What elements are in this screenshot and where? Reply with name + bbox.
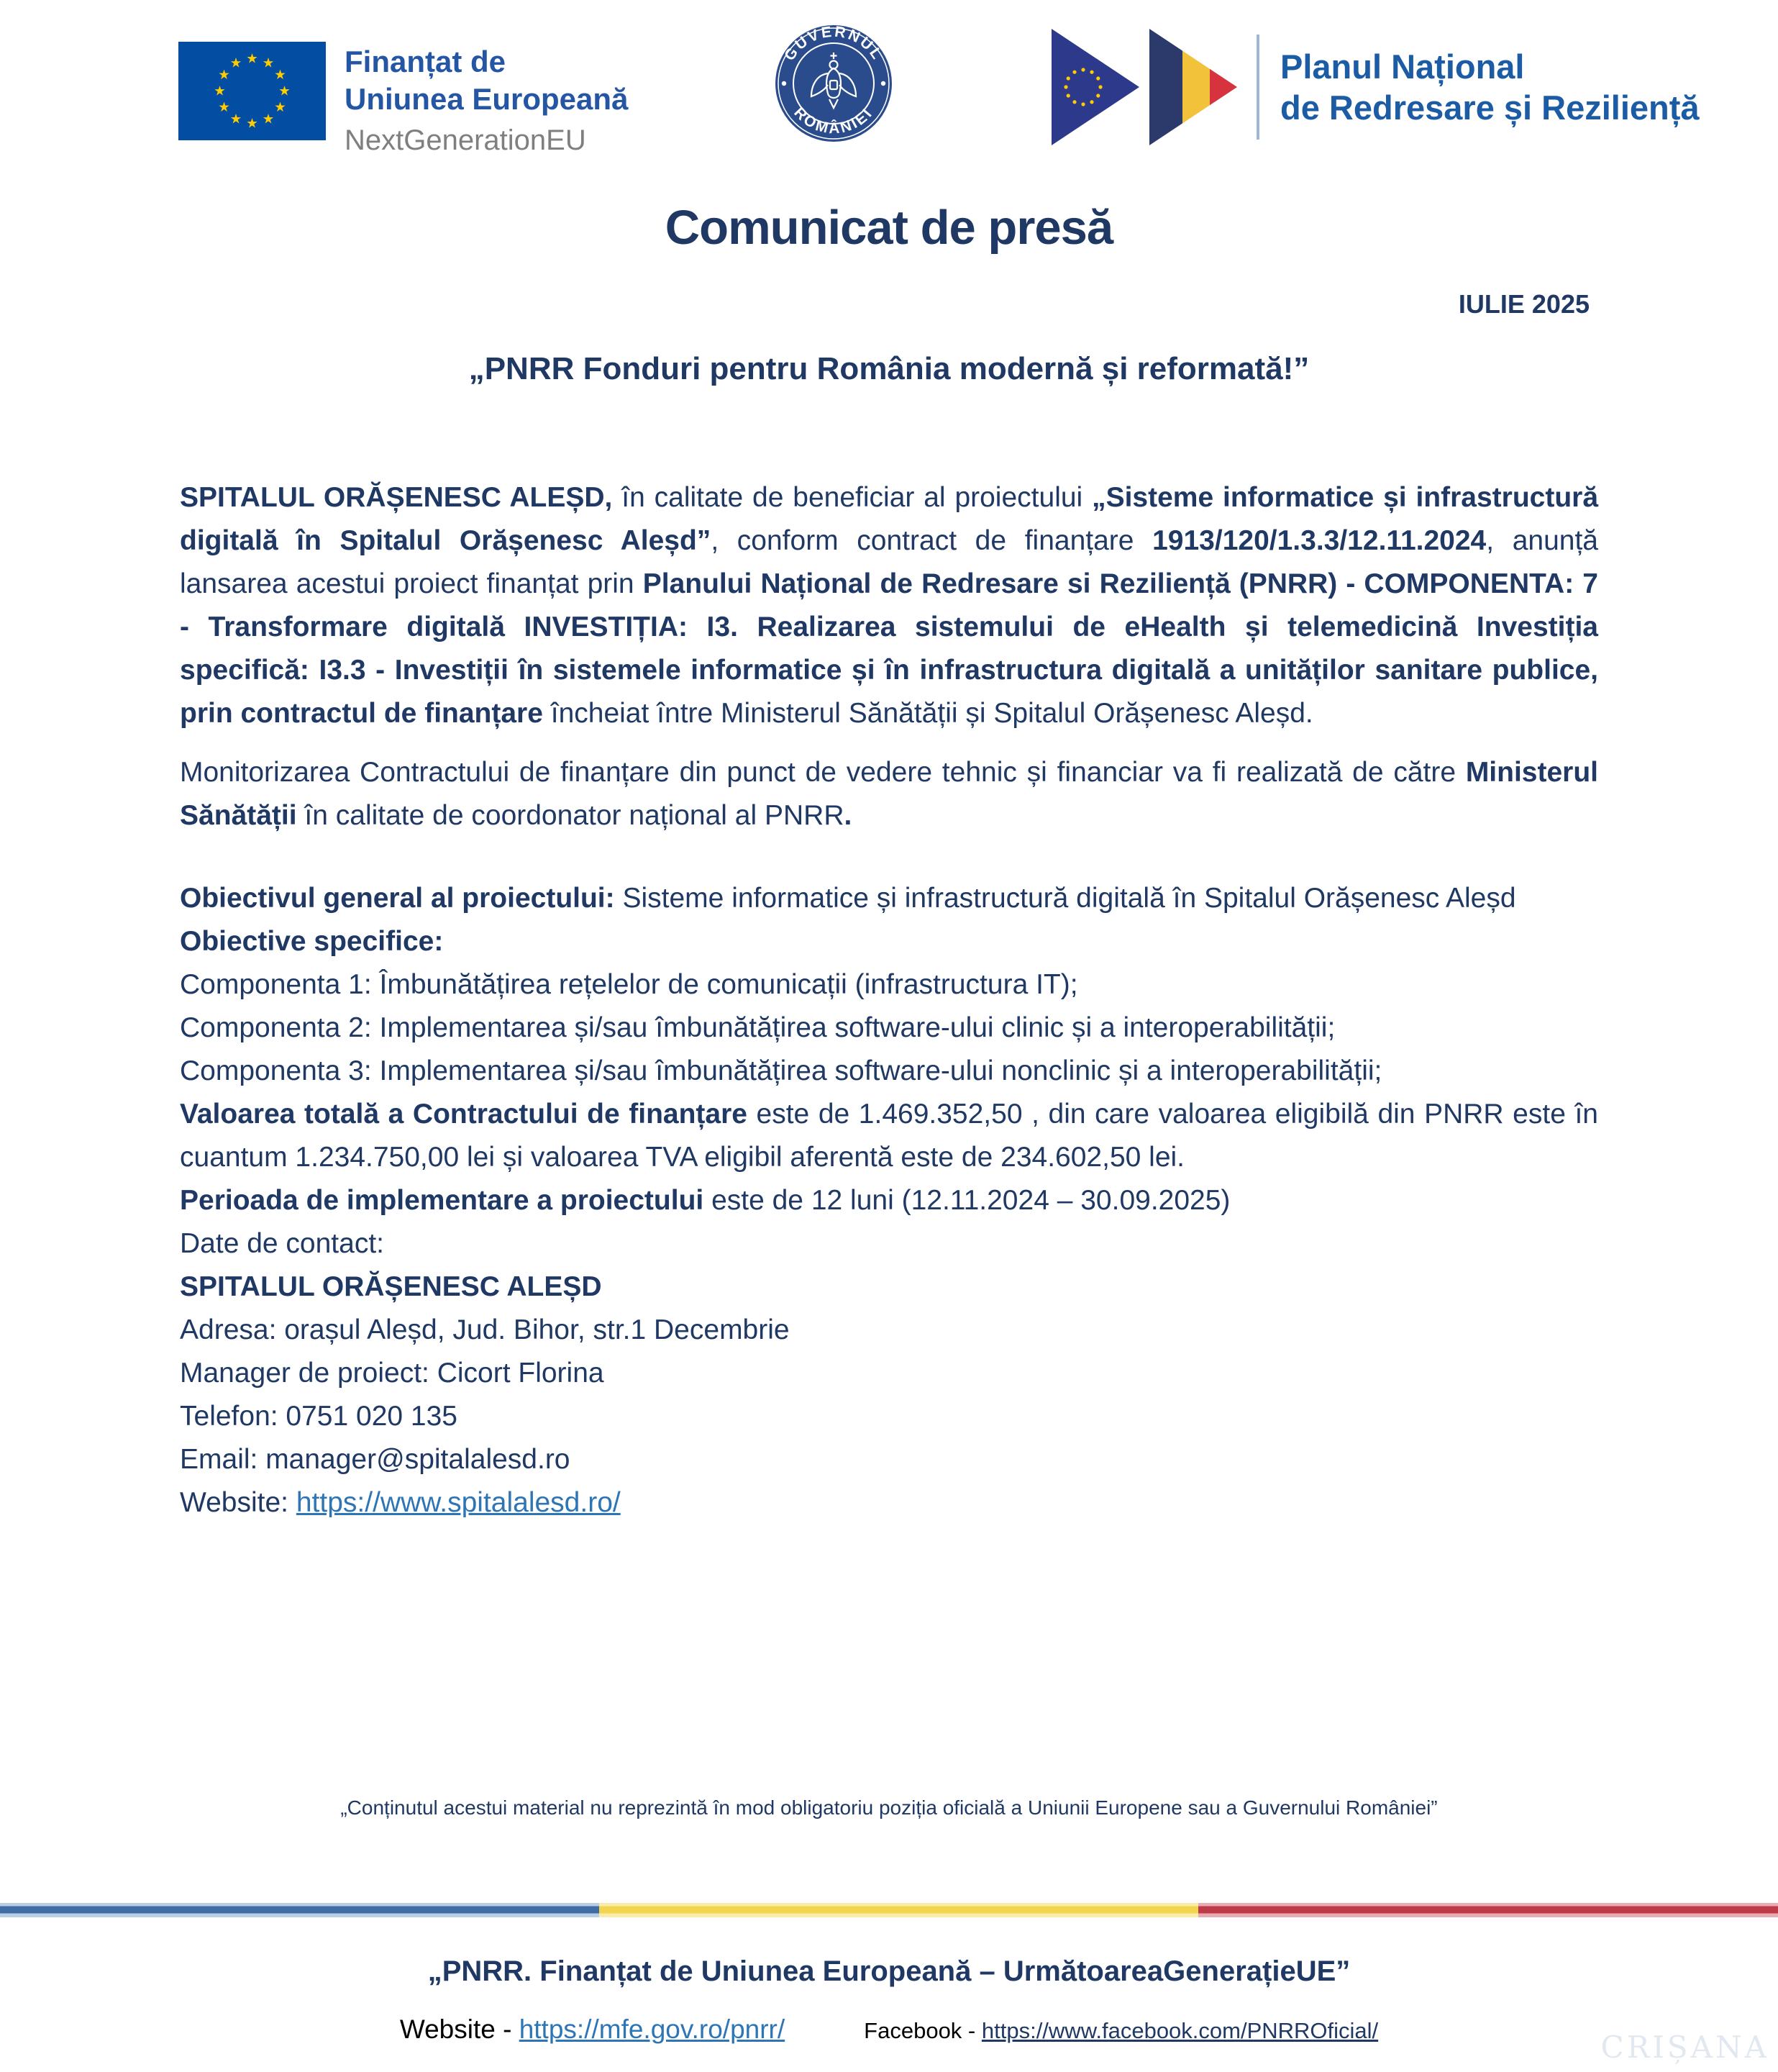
paragraph [180, 1481, 1598, 1525]
crisana-watermark: CRIȘANA [1600, 2030, 1769, 2065]
text-segment: Perioada de implementare a proiectului [180, 1185, 704, 1216]
website-group [400, 2014, 785, 2045]
text-segment: Email: manager@spitalalesd.ro [180, 1444, 570, 1475]
date-label: IULIE 2025 [1458, 289, 1590, 319]
pnrr-logo-icon [1052, 29, 1267, 145]
text-segment: Obiectivul general al proiectului: [180, 883, 615, 914]
pnrr-star-dot [1090, 71, 1093, 74]
text-segment: Adresa: orașul Aleșd, Jud. Bihor, str.1 Decembrie [180, 1314, 790, 1345]
paragraph [180, 1395, 1598, 1438]
paragraph [180, 1093, 1598, 1179]
text-segment: Valoarea totală a Contractului de finanțare [180, 1099, 747, 1130]
text-segment: SPITALUL ORĂȘENESC ALEȘD [180, 1271, 602, 1302]
paragraph [180, 1352, 1598, 1395]
paragraph [180, 1179, 1598, 1222]
pnrr-logo-line2: de Redresare și Reziliență [1280, 88, 1700, 127]
mfe-website-link[interactable]: https://mfe.gov.ro/pnrr/ [519, 2014, 785, 2044]
pnrr-star-dot [1096, 94, 1100, 97]
paragraph [180, 476, 1598, 735]
website-link[interactable]: https://www.spitalalesd.ro/ [296, 1487, 621, 1518]
text-segment: Website: [180, 1487, 296, 1518]
text-segment: 1913/120/1.3.3/12.11.2024 [1152, 525, 1487, 556]
paragraph [180, 920, 1598, 963]
text-segment: . [844, 800, 852, 831]
nextgeneration-eu-label: NextGenerationEU [345, 124, 586, 156]
pnrr-star-dot [1067, 76, 1070, 80]
pnrr-star-dot [1081, 68, 1085, 71]
body-paragraphs [180, 476, 1598, 1525]
paragraph [180, 1222, 1598, 1266]
page-title: Comunicat de presă [665, 201, 1113, 255]
text-segment: Obiective specifice: [180, 926, 444, 957]
facebook-link[interactable]: https://www.facebook.com/PNRROficial/ [981, 2018, 1379, 2043]
pnrr-star-dot [1096, 76, 1100, 80]
paragraph [180, 1050, 1598, 1093]
text-segment: Componenta 2: Implementarea și/sau îmbunătățirea software-ului clinic și a interoperabilității; [180, 1012, 1336, 1043]
footer-links [0, 2014, 1778, 2045]
disclaimer-text: „Conținutul acestui material nu reprezintă în mod obligatoriu poziția oficială a Uniunii Europene sau a Guvernului României” [340, 1796, 1438, 1819]
pnrr-star-dot [1081, 102, 1085, 106]
romanian-government-seal-icon [774, 24, 893, 143]
text-segment: SPITALUL ORĂȘENESC ALEȘD, [180, 482, 613, 513]
pnrr-slogan: „PNRR. Finanțat de Uniunea Europeană – UrmătoareaGenerațieUE” [427, 1955, 1351, 1987]
paragraph [180, 1438, 1598, 1481]
text-segment: Date de contact: [180, 1228, 385, 1259]
text-segment: Componenta 1: Îmbunătățirea rețelelor de comunicații (infrastructura IT); [180, 969, 1078, 1000]
text-segment: , anunță lansarea acestui proiect finanțat prin [180, 525, 1598, 599]
paragraph [180, 963, 1598, 1007]
pnrr-star-dot [1098, 85, 1102, 88]
text-segment: este de 12 luni (12.11.2024 – 30.09.2025) [703, 1185, 1231, 1216]
pnrr-star-dot [1072, 71, 1076, 74]
seal-text-bottom: ROMÂNIEI [790, 104, 877, 137]
pnrr-star-dot [1064, 85, 1067, 88]
pnrr-star-dot [1067, 94, 1070, 97]
eu-flag-icon [178, 42, 326, 140]
pnrr-star-dot [1072, 100, 1076, 104]
pnrr-star-dot [1090, 100, 1093, 104]
text-segment: încheiat între Ministerul Sănătății și Spitalul Orășenesc Aleșd. [542, 698, 1313, 729]
text-segment: Sisteme informatice și infrastructură digitală în Spitalul Orășenesc Aleșd [614, 883, 1516, 914]
text-segment: , conform contract de finanțare [711, 525, 1153, 556]
text-segment: Monitorizarea Contractului de finanțare din punct de vedere tehnic și financiar va fi realizată de către [180, 757, 1466, 788]
eu-funded-logo [178, 42, 628, 160]
text-segment: în calitate de coordonator național al PNRR [296, 800, 844, 831]
pnrr-logo-line1: Planul Național [1280, 47, 1525, 86]
paragraph [180, 877, 1598, 920]
paragraph [180, 751, 1598, 837]
seal-text-top: GUVERNUL [781, 24, 886, 64]
tricolor-divider [0, 1903, 1778, 1917]
text-segment: Componenta 3: Implementarea și/sau îmbunătățirea software-ului nonclinic și a interoperabilității; [180, 1055, 1382, 1086]
website-label: Website - [399, 2014, 519, 2044]
text-segment: este de 1.469.352,50 , din care valoarea eligibilă din PNRR este în cuantum 1.234.750,00 lei și valoarea TVA eligibil aferentă este de 234.602,50 lei. [180, 1099, 1598, 1173]
facebook-label: Facebook - [864, 2018, 982, 2043]
text-segment: „Sisteme informatice și infrastructură digitală în Spitalul Orășenesc Aleșd” [180, 482, 1599, 556]
text-segment: Planului Național de Redresare si Reziliență (PNRR) - COMPONENTA: 7 - Transformare digitală INVESTIȚIA: I3. Realizarea sistemului de eHealth și telemedicină Investiția specifică: I3.3 - Investiții în sistemele informatice și în infrastructura digitală a unităților sanitare publice, prin contractul de finanțare [180, 568, 1598, 729]
eu-logo-line1: Finanțat de [345, 45, 506, 78]
text-segment: Ministerul Sănătății [180, 757, 1598, 831]
subtitle: „PNRR Fonduri pentru România modernă și reformată!” [468, 351, 1310, 386]
paragraph [180, 1266, 1598, 1309]
paragraph [180, 1309, 1598, 1352]
tricolor-blue-segment [0, 1903, 599, 1917]
text-segment: Telefon: 0751 020 135 [180, 1401, 458, 1432]
paragraph [180, 1007, 1598, 1050]
text-segment: Manager de proiect: Cicort Florina [180, 1358, 604, 1389]
text-segment: în calitate de beneficiar al proiectului [612, 482, 1093, 513]
facebook-group [864, 2018, 1378, 2044]
tricolor-yellow-segment [599, 1903, 1198, 1917]
pnrr-logo [1052, 29, 1700, 145]
tricolor-red-segment [1198, 1903, 1778, 1917]
eu-logo-line2: Uniunea Europeană [345, 82, 629, 116]
